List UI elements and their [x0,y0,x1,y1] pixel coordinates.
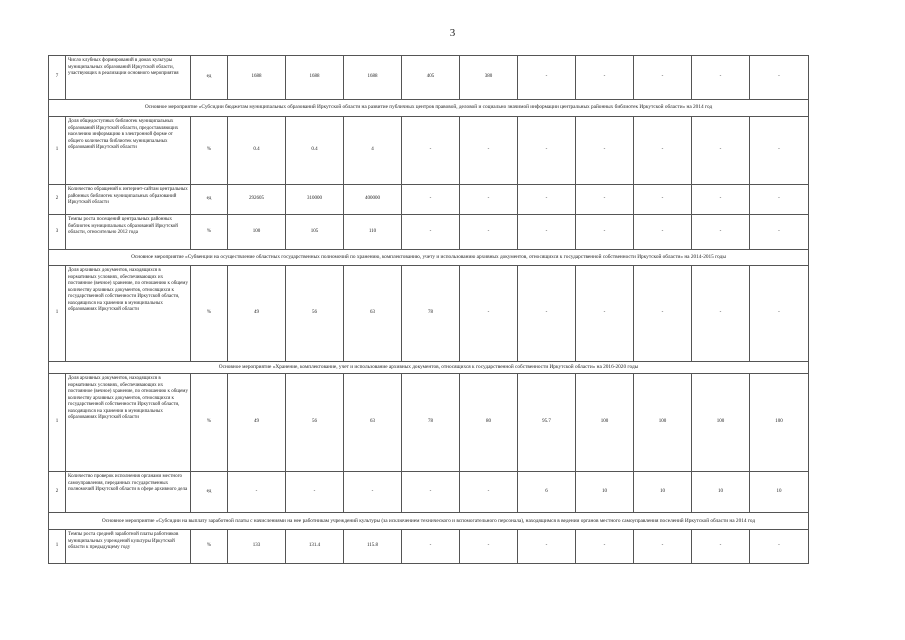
value-cell: - [634,215,692,250]
value-cell: 80 [460,374,518,472]
value-cell: 100 [692,374,750,472]
table-row [49,266,809,362]
section-row [49,250,809,266]
section-title: Основное мероприятие «Субсидии на выплату заработной платы с начислениями на нее работникам учреждений культуры (за исключением технического и вспомогательного персонала), находящимся в ведении органов местного самоуправления поселений Иркутской области на 2014 год [49,513,809,530]
value-cell: 292605 [228,185,286,215]
value-cell: 49 [228,266,286,362]
value-cell: 400000 [344,185,402,215]
row-number: 1 [49,374,66,472]
value-cell: - [402,117,460,185]
value-cell: - [692,56,750,100]
value-cell: 1688 [344,56,402,100]
value-cell: - [518,215,576,250]
value-cell: - [634,185,692,215]
value-cell: - [750,530,809,564]
value-cell: - [518,266,576,362]
value-cell: 10 [692,472,750,513]
value-cell: - [402,530,460,564]
unit-cell: % [191,530,228,564]
value-cell: 63 [344,374,402,472]
value-cell: 100 [634,374,692,472]
value-cell: - [460,266,518,362]
table-row [49,117,809,185]
value-cell: - [286,472,344,513]
value-cell: 0.4 [228,117,286,185]
value-cell: - [518,56,576,100]
value-cell: 10 [634,472,692,513]
value-cell: 1688 [228,56,286,100]
value-cell: - [402,472,460,513]
value-cell: 115.8 [344,530,402,564]
value-cell: 0.4 [286,117,344,185]
section-title: Основное мероприятие «Субсидии бюджетам муниципальных образований Иркутской области на развитие публичных центров правовой, деловой и социально значимой информации центральных районных библиотек Иркутской области» на 2014 год [49,100,809,117]
row-number: 2 [49,185,66,215]
table-row [49,472,809,513]
indicators-table [48,55,809,564]
row-number: 1 [49,117,66,185]
value-cell: 380 [460,56,518,100]
indicator-name: Количество обращений к интернет-сайтам центральных районных библиотек муниципальных образований Иркутской области [66,185,191,215]
value-cell: 56 [286,374,344,472]
value-cell: - [576,530,634,564]
value-cell: - [460,215,518,250]
value-cell: - [634,530,692,564]
value-cell: - [750,215,809,250]
value-cell: - [576,185,634,215]
unit-cell: ед [191,185,228,215]
value-cell: 100 [576,374,634,472]
section-row [49,362,809,374]
value-cell: - [460,530,518,564]
value-cell: - [576,266,634,362]
table-row [49,56,809,100]
value-cell: - [750,185,809,215]
value-cell: 10 [576,472,634,513]
value-cell: - [692,530,750,564]
value-cell: 110 [344,215,402,250]
value-cell: - [750,56,809,100]
indicator-name: Темпы роста посещений центральных районных библиотек муниципальных образований Иркутской области, относительно 2012 года [66,215,191,250]
value-cell: 133 [228,530,286,564]
indicator-name: Темпы роста средней заработной платы работников муниципальных учреждений культуры Иркутской области к предыдущему году [66,530,191,564]
value-cell: 6 [518,472,576,513]
indicator-name: Доля архивных документов, находящихся в нормативных условиях, обеспечивающих их постоянное (вечное) хранение, по отношению к общему количеству архивных документов, относящихся к государственной собственности Иркутской области, находящихся на хранении в муниципальных образованиях Иркутской области [66,374,191,472]
table-row [49,215,809,250]
value-cell: 405 [402,56,460,100]
table-row [49,185,809,215]
section-title: Основное мероприятие «Хранение, комплектование, учет и использование архивных документов, относящихся к государственной собственности Иркутской области» на 2016-2020 годы [49,362,809,374]
row-number: 1 [49,266,66,362]
value-cell: 105 [286,215,344,250]
value-cell: - [402,185,460,215]
value-cell: 1688 [286,56,344,100]
value-cell: - [750,117,809,185]
value-cell: - [750,266,809,362]
table-row [49,530,809,564]
unit-cell: % [191,374,228,472]
value-cell: 4 [344,117,402,185]
value-cell: 78 [402,266,460,362]
value-cell: - [402,215,460,250]
value-cell: - [634,117,692,185]
value-cell: 95.7 [518,374,576,472]
value-cell: 131.4 [286,530,344,564]
unit-cell: ед [191,56,228,100]
unit-cell: % [191,215,228,250]
value-cell: - [692,215,750,250]
value-cell: - [576,117,634,185]
value-cell: - [228,472,286,513]
value-cell: - [576,215,634,250]
value-cell: - [634,266,692,362]
row-number: 3 [49,215,66,250]
section-row [49,513,809,530]
value-cell: - [634,56,692,100]
value-cell: 56 [286,266,344,362]
value-cell: 100 [750,374,809,472]
indicator-name: Доля архивных документов, находящихся в нормативных условиях, обеспечивающих их постоянное (вечное) хранение, по отношению к общему количеству архивных документов, относящихся к государственной собственности Иркутской области, находящихся на хранении в муниципальных образованиях Иркутской области [66,266,191,362]
value-cell: 49 [228,374,286,472]
value-cell: - [344,472,402,513]
value-cell: - [518,530,576,564]
table-row [49,374,809,472]
value-cell: - [460,117,518,185]
value-cell: - [692,117,750,185]
value-cell: - [460,185,518,215]
value-cell: 310000 [286,185,344,215]
unit-cell: % [191,117,228,185]
row-number: 2 [49,472,66,513]
indicator-name: Количество проверок исполнения органами местного самоуправления, переданных государственных полномочий Иркутской области в сфере архивного дела [66,472,191,513]
value-cell: - [692,266,750,362]
row-number: 7 [49,56,66,100]
value-cell: 10 [750,472,809,513]
value-cell: - [518,185,576,215]
value-cell: 63 [344,266,402,362]
page-number: 3 [449,27,456,39]
indicator-name: Доля общедоступных библиотек муниципальных образований Иркутской области, предоставляющих населению информацию в электронной форме от общего количества библиотек муниципальных образований Иркутской области [66,117,191,185]
value-cell: - [460,472,518,513]
value-cell: - [518,117,576,185]
section-title: Основное мероприятие «Субвенции на осуществление областных государственных полномочий по хранению, комплектованию, учету и использованию архивных документов, относящихся к государственной собственности Иркутской области» на 2014-2015 годы [49,250,809,266]
value-cell: 78 [402,374,460,472]
value-cell: 100 [228,215,286,250]
value-cell: - [576,56,634,100]
section-row [49,100,809,117]
value-cell: - [692,185,750,215]
row-number: 1 [49,530,66,564]
unit-cell: ед [191,472,228,513]
unit-cell: % [191,266,228,362]
indicator-name: Число клубных формирований в домах культуры муниципальных образований Иркутской области, участвующих в реализации основного мероприятия [66,56,191,100]
